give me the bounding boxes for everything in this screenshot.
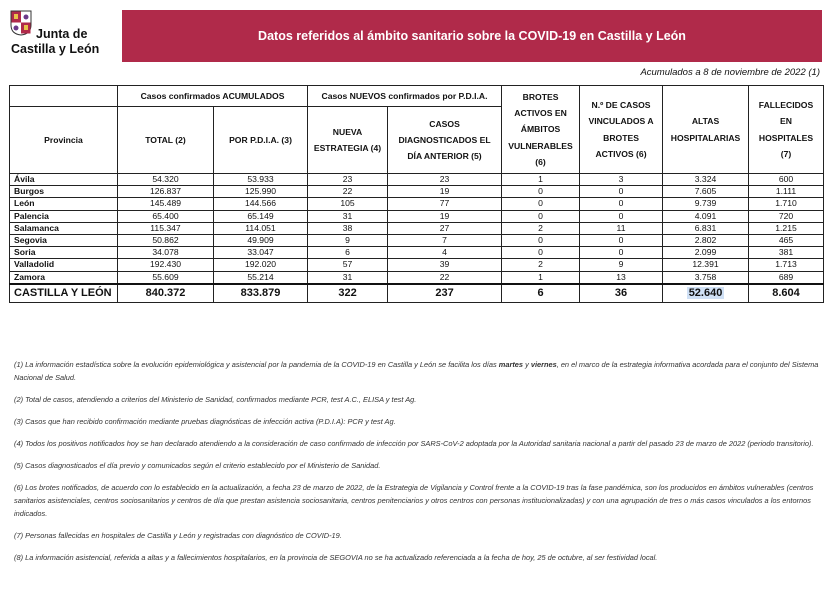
table-row <box>10 271 824 284</box>
cell-fallecidos: 720 <box>749 210 824 222</box>
total-cell-fallecidos: 8.604 <box>749 284 824 303</box>
total-cell-brotes: 6 <box>502 284 580 303</box>
col-header-fallecidos: FALLECIDOS EN HOSPITALES (7) <box>749 86 824 174</box>
note-1-day-2: viernes <box>530 360 557 369</box>
note-6: (6) Los brotes notificados, de acuerdo con lo establecido en la actualización, a fecha 23 de marzo de 2022, de la Estrategia de Vigilancia y Control frente a la COVID-19 tras la fase pandémica, son los producidos en ámbitos vulnerables (centros sanitarios asistenciales, centros sociosanitarios y centros de día que prestan asistencia sociosanitaria, centros penitenciarios y otros centros con personas institucionalizadas) y con una agrupación de tres o más casos vinculados a los entornos indicados. <box>14 483 814 518</box>
junta-logo <box>10 8 122 64</box>
col-header-pdia: POR P.D.I.A. (3) <box>214 107 308 174</box>
cell-brotes: 1 <box>502 174 580 186</box>
cell-brotes: 0 <box>502 234 580 246</box>
cell-total: 115.347 <box>118 222 214 234</box>
cell-fallecidos: 689 <box>749 271 824 284</box>
note-3: (3) Casos que han recibido confirmación mediante pruebas diagnósticas de infección activa (P.D.I.A): PCR y test Ag. <box>14 417 396 426</box>
cell-vinculados: 9 <box>580 259 663 271</box>
cell-vinculados: 3 <box>580 174 663 186</box>
cell-altas: 3.758 <box>663 271 749 284</box>
cumulative-date: Acumulados a 8 de noviembre de 2022 (1) <box>640 67 820 78</box>
cell-pdia: 53.933 <box>214 174 308 186</box>
col-header-brotes: BROTES ACTIVOS EN ÁMBITOS VULNERABLES (6) <box>502 86 580 174</box>
cell-altas: 2.099 <box>663 247 749 259</box>
cell-provincia: Valladolid <box>10 259 118 271</box>
col-header-vinculados: N.º DE CASOS VINCULADOS A BROTES ACTIVOS (6) <box>580 86 663 174</box>
cell-fallecidos: 1.710 <box>749 198 824 210</box>
cell-brotes: 0 <box>502 210 580 222</box>
cell-provincia: Palencia <box>10 210 118 222</box>
cell-altas: 3.324 <box>663 174 749 186</box>
cell-brotes: 1 <box>502 271 580 284</box>
cell-pdia: 49.909 <box>214 234 308 246</box>
group-header-acumulados: Casos confirmados ACUMULADOS <box>118 86 308 107</box>
cell-provincia: Burgos <box>10 186 118 198</box>
cell-diag: 23 <box>388 174 502 186</box>
coat-of-arms-icon <box>10 10 32 36</box>
cell-nueva: 31 <box>308 210 388 222</box>
col-header-diag: CASOS DIAGNOSTICADOS EL DÍA ANTERIOR (5) <box>388 107 502 174</box>
cell-total: 192.430 <box>118 259 214 271</box>
cell-vinculados: 13 <box>580 271 663 284</box>
total-cell-total: 840.372 <box>118 284 214 303</box>
table-row <box>10 186 824 198</box>
note-5: (5) Casos diagnosticados el día previo y comunicados según el criterio establecido por el Ministerio de Sanidad. <box>14 461 381 470</box>
col-header-total: TOTAL (2) <box>118 107 214 174</box>
cell-nueva: 57 <box>308 259 388 271</box>
cell-pdia: 55.214 <box>214 271 308 284</box>
cell-altas: 7.605 <box>663 186 749 198</box>
cell-fallecidos: 381 <box>749 247 824 259</box>
group-header-nuevos: Casos NUEVOS confirmados por P.D.I.A. <box>308 86 502 107</box>
cell-fallecidos: 1.713 <box>749 259 824 271</box>
note-1-day-1: martes <box>498 360 524 369</box>
cell-vinculados: 0 <box>580 210 663 222</box>
cell-nueva: 31 <box>308 271 388 284</box>
cell-diag: 19 <box>388 186 502 198</box>
total-cell-diag: 237 <box>388 284 502 303</box>
cell-vinculados: 0 <box>580 234 663 246</box>
cell-pdia: 144.566 <box>214 198 308 210</box>
table-row <box>10 259 824 271</box>
highlighted-altas-total: 52.640 <box>688 286 723 299</box>
cell-provincia: Ávila <box>10 174 118 186</box>
total-cell-altas <box>663 284 749 303</box>
note-8: (8) La información asistencial, referida a altas y a fallecimientos hospitalarios, en la provincia de SEGOVIA no se ha actualizado referenciada a la fecha de hoy, 25 de octubre, al ser festividad local. <box>14 553 658 562</box>
cell-fallecidos: 1.215 <box>749 222 824 234</box>
cell-total: 34.078 <box>118 247 214 259</box>
cell-diag: 39 <box>388 259 502 271</box>
cell-altas: 9.739 <box>663 198 749 210</box>
col-header-altas: ALTAS HOSPITALARIAS <box>663 86 749 174</box>
cell-diag: 77 <box>388 198 502 210</box>
cell-fallecidos: 600 <box>749 174 824 186</box>
note-1-text-a: (1) La información estadística sobre la evolución epidemiológica y asistencial por la pandemia de la COVID-19 en Castilla y León se facilita los días <box>14 360 499 369</box>
cell-provincia: Soria <box>10 247 118 259</box>
cell-diag: 7 <box>388 234 502 246</box>
cell-total: 55.609 <box>118 271 214 284</box>
cell-altas: 2.802 <box>663 234 749 246</box>
cell-vinculados: 0 <box>580 247 663 259</box>
cell-brotes: 0 <box>502 186 580 198</box>
table-row <box>10 247 824 259</box>
cell-altas: 12.391 <box>663 259 749 271</box>
col-header-nueva: NUEVA ESTRATEGIA (4) <box>308 107 388 174</box>
table-row <box>10 210 824 222</box>
cell-total: 145.489 <box>118 198 214 210</box>
table-row <box>10 234 824 246</box>
total-cell-provincia: CASTILLA Y LEÓN <box>10 284 118 303</box>
cell-provincia: Segovia <box>10 234 118 246</box>
page-title-banner <box>122 10 822 62</box>
cell-nueva: 22 <box>308 186 388 198</box>
cell-total: 126.837 <box>118 186 214 198</box>
cell-pdia: 114.051 <box>214 222 308 234</box>
note-1-and: y <box>523 360 531 369</box>
cell-nueva: 6 <box>308 247 388 259</box>
cell-brotes: 2 <box>502 222 580 234</box>
cell-diag: 27 <box>388 222 502 234</box>
col-header-provincia: Provincia <box>10 107 118 174</box>
table-body <box>10 174 824 303</box>
cell-brotes: 2 <box>502 259 580 271</box>
cell-total: 54.320 <box>118 174 214 186</box>
note-4: (4) Todos los positivos notificados hoy se han declarado atendiendo a la consideración de caso confirmado de infección por SARS-CoV-2 adoptada por la Autoridad sanitaria nacional a partir del pasado 23 de marzo de 2022 (periodo transitorio). <box>14 439 814 448</box>
cell-diag: 22 <box>388 271 502 284</box>
total-cell-pdia: 833.879 <box>214 284 308 303</box>
total-cell-vinculados: 36 <box>580 284 663 303</box>
cell-nueva: 105 <box>308 198 388 210</box>
total-cell-nueva: 322 <box>308 284 388 303</box>
footnotes <box>14 358 822 573</box>
cell-nueva: 38 <box>308 222 388 234</box>
cell-provincia: León <box>10 198 118 210</box>
table-row <box>10 198 824 210</box>
table-total-row <box>10 284 824 303</box>
cell-diag: 19 <box>388 210 502 222</box>
cell-pdia: 192.020 <box>214 259 308 271</box>
cell-altas: 6.831 <box>663 222 749 234</box>
cell-fallecidos: 465 <box>749 234 824 246</box>
cell-nueva: 9 <box>308 234 388 246</box>
table-group-header-row <box>10 86 824 107</box>
table-row <box>10 222 824 234</box>
cell-vinculados: 0 <box>580 186 663 198</box>
cell-pdia: 33.047 <box>214 247 308 259</box>
logo-line-1: Junta de <box>36 27 88 41</box>
page-title: Datos referidos al ámbito sanitario sobre la COVID-19 en Castilla y León <box>258 29 686 43</box>
header-empty-cell <box>10 86 118 107</box>
cell-vinculados: 11 <box>580 222 663 234</box>
cell-nueva: 23 <box>308 174 388 186</box>
cell-total: 50.862 <box>118 234 214 246</box>
cell-provincia: Zamora <box>10 271 118 284</box>
cell-altas: 4.091 <box>663 210 749 222</box>
cell-diag: 4 <box>388 247 502 259</box>
note-7: (7) Personas fallecidas en hospitales de Castilla y León y registradas con diagnóstico de COVID-19. <box>14 531 342 540</box>
cell-fallecidos: 1.111 <box>749 186 824 198</box>
cell-brotes: 0 <box>502 198 580 210</box>
logo-line-2: Castilla y León <box>11 42 100 56</box>
covid-data-table <box>9 85 824 303</box>
table-row <box>10 174 824 186</box>
note-2: (2) Total de casos, atendiendo a criterios del Ministerio de Sanidad, confirmados mediante PCR, test A.C., ELISA y test Ag. <box>14 395 417 404</box>
note-1-text-c: , en el marco de la estrategia informativa acordada para el conjunto del Sistema Nacional de Salud. <box>14 360 819 382</box>
cell-vinculados: 0 <box>580 198 663 210</box>
cell-brotes: 0 <box>502 247 580 259</box>
cell-pdia: 65.149 <box>214 210 308 222</box>
note-1 <box>14 358 822 384</box>
cell-provincia: Salamanca <box>10 222 118 234</box>
cell-total: 65.400 <box>118 210 214 222</box>
cell-pdia: 125.990 <box>214 186 308 198</box>
